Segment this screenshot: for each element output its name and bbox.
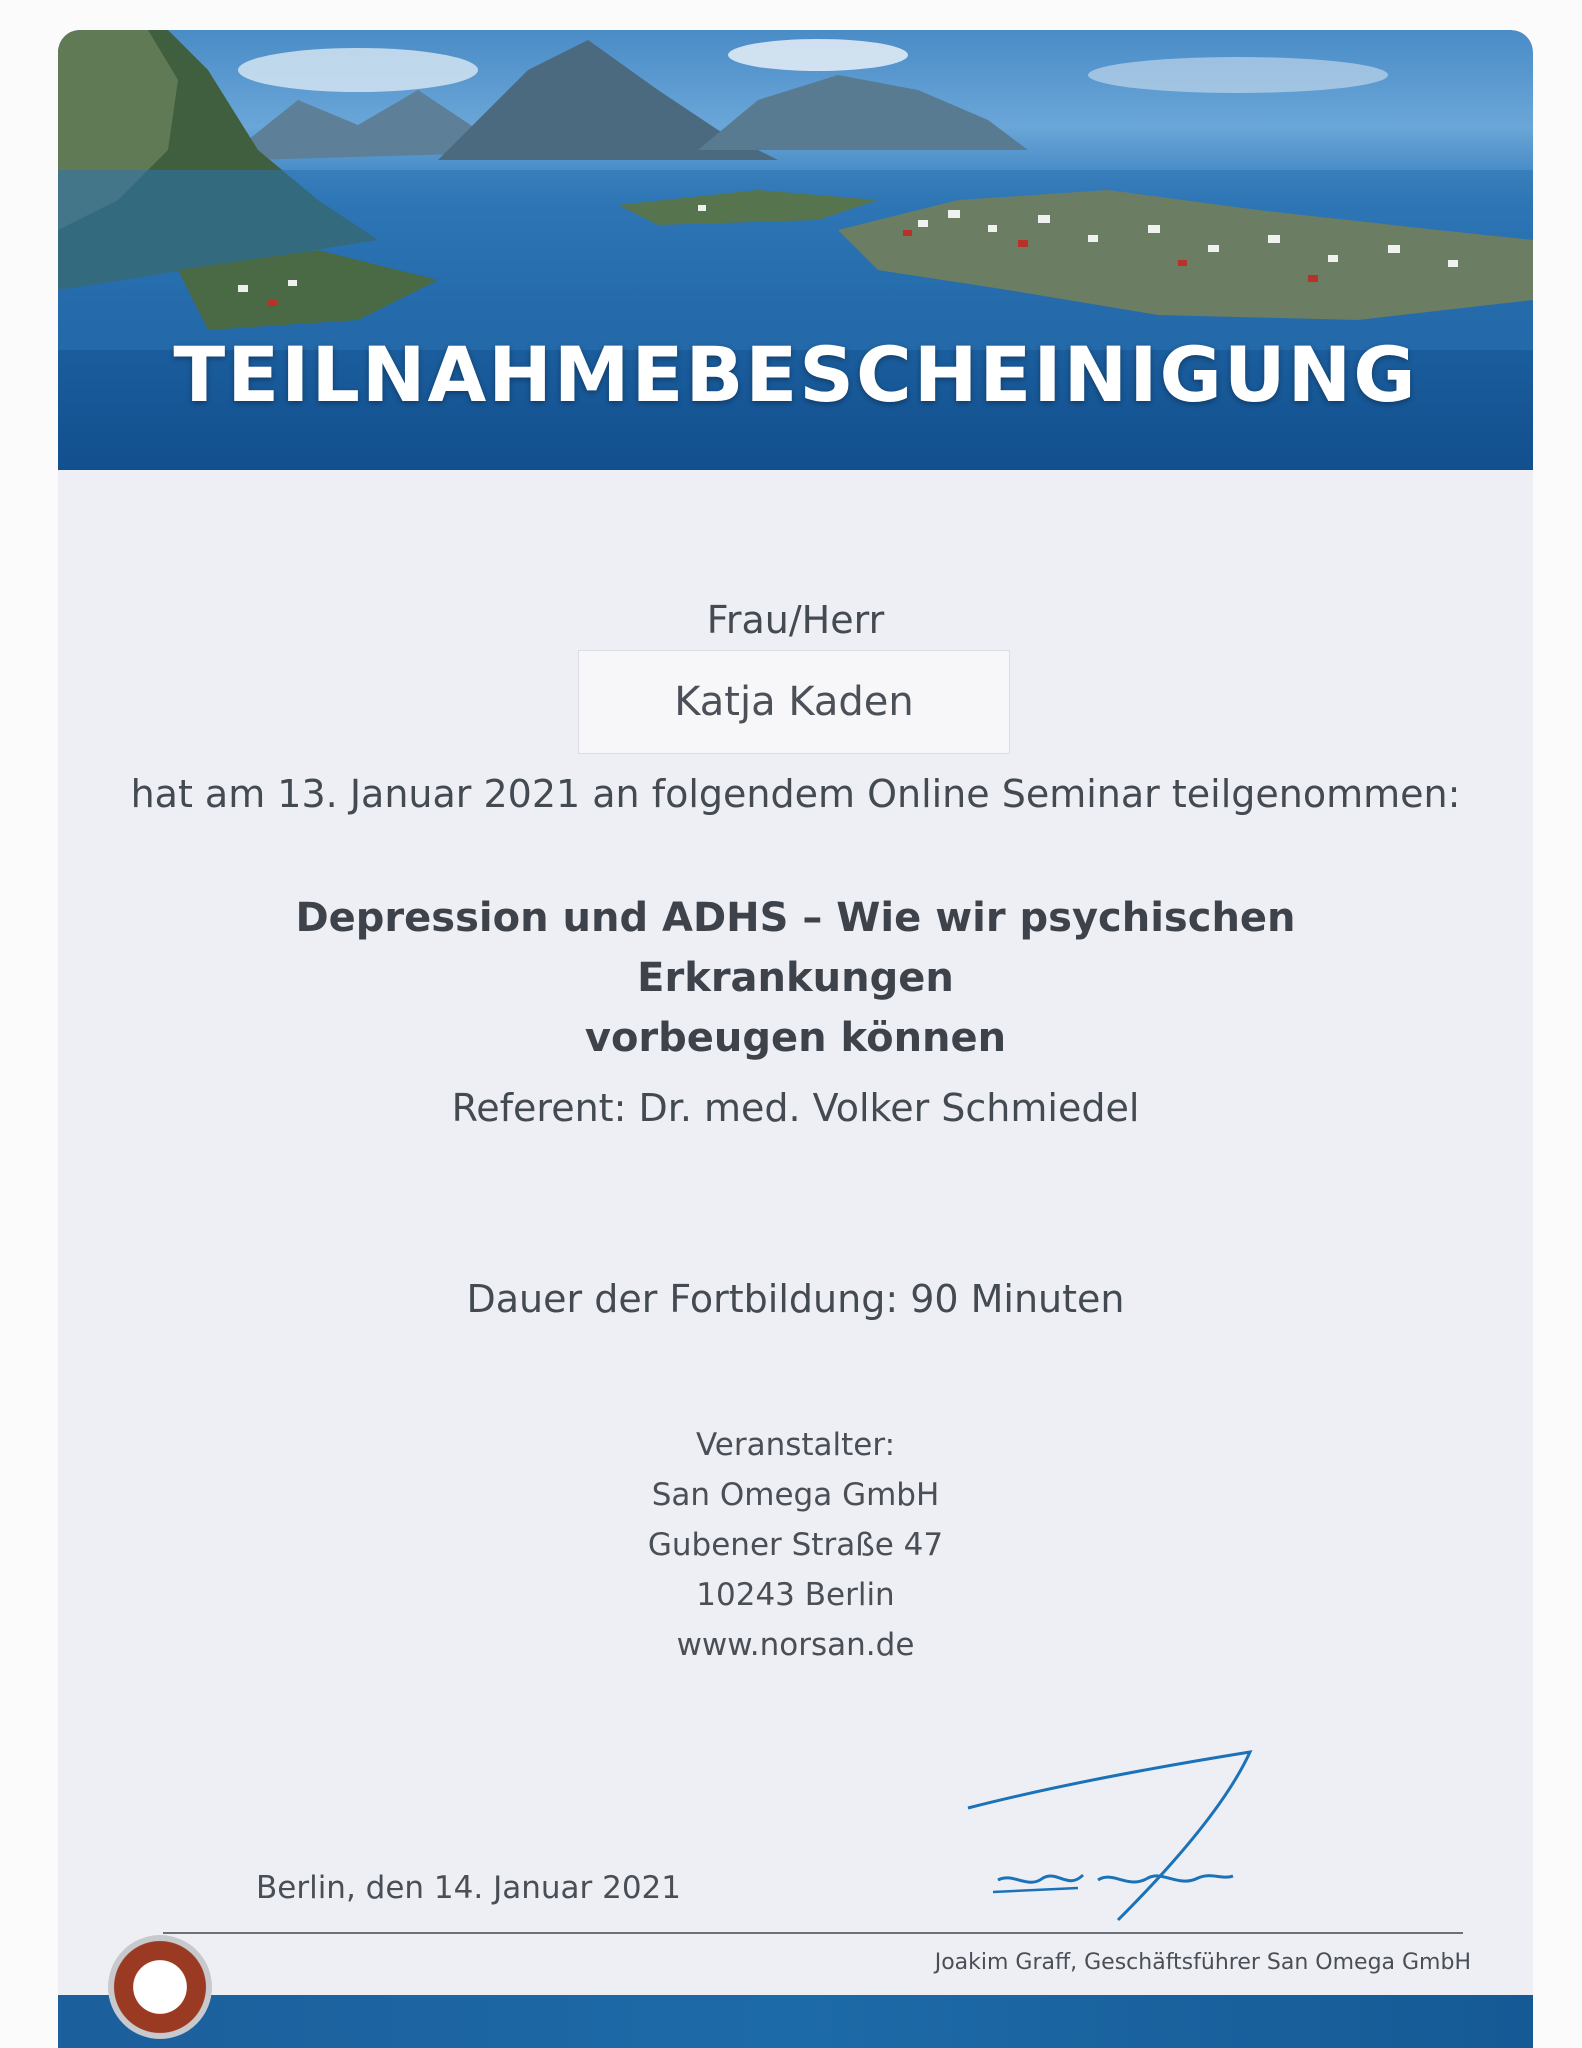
speaker-line: Referent: Dr. med. Volker Schmiedel <box>451 1086 1140 1130</box>
company-logo-icon <box>108 1935 212 2039</box>
signature-graphic <box>948 1730 1308 1950</box>
certificate-heading: TEILNAHMEBESCHEINIGUNG <box>173 330 1418 419</box>
duration-line: Dauer der Fortbildung: 90 Minuten <box>466 1277 1125 1321</box>
organizer-label: Veranstalter: <box>695 1427 896 1463</box>
attendance-statement: hat am 13. Januar 2021 an folgendem Online Seminar teilgenommen: <box>130 772 1461 816</box>
organizer-website: www.norsan.de <box>676 1627 915 1663</box>
seminar-title <box>218 888 1373 1068</box>
header-banner <box>58 30 1533 470</box>
signer-caption: Joakim Graff, Geschäftsführer San Omega GmbH <box>934 1950 1471 1975</box>
organizer-street: Gubener Straße 47 <box>647 1527 944 1563</box>
organizer-city: 10243 Berlin <box>696 1577 895 1613</box>
logo-letter: S <box>138 1950 182 2024</box>
organizer-block <box>58 1420 1533 1670</box>
signature-baseline <box>163 1932 1463 1934</box>
participant-name: Katja Kaden <box>674 679 914 725</box>
certificate-page <box>58 30 1533 2048</box>
seminar-title-line-2: vorbeugen können <box>584 1015 1007 1061</box>
footer-strip <box>58 1995 1533 2048</box>
participant-name-box <box>578 650 1010 754</box>
seminar-title-line-1: Depression und ADHS – Wie wir psychischen Erkrankungen <box>295 895 1296 1001</box>
organizer-company: San Omega GmbH <box>651 1477 940 1513</box>
salutation-label: Frau/Herr <box>706 598 885 642</box>
issue-date: Berlin, den 14. Januar 2021 <box>256 1870 681 1906</box>
